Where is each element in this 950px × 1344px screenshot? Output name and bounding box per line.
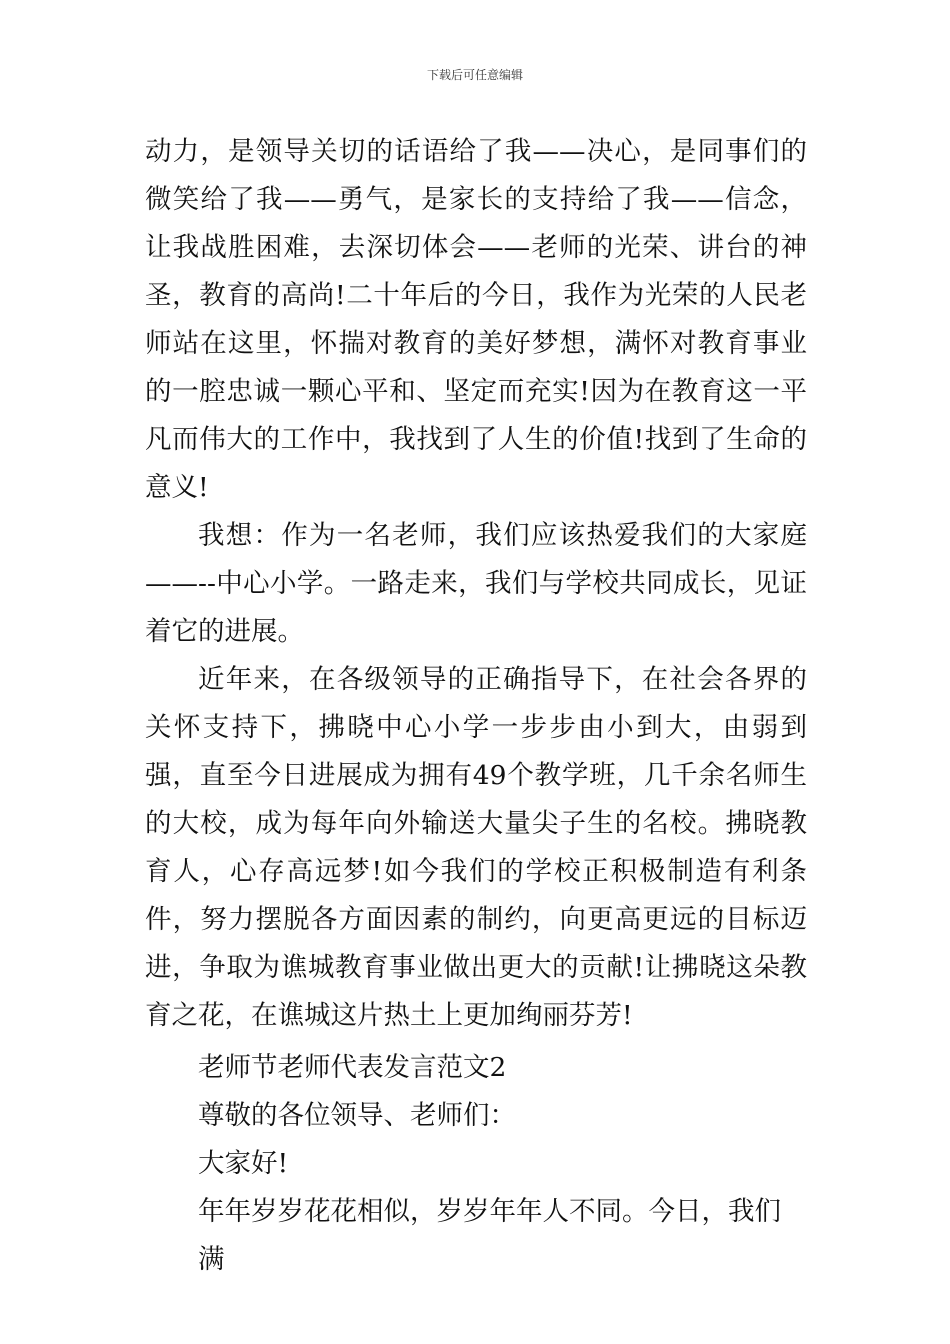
- section-2: [145, 1044, 807, 1284]
- document-body: [145, 128, 807, 1284]
- page-header-note: 下载后可任意编辑: [426, 68, 523, 82]
- paragraph-1: 动力，是领导关切的话语给了我——决心，是同事们的微笑给了我——勇气，是家长的支持给了我——信念，让我战胜困难，去深切体会——老师的光荣、讲台的神圣，教育的高尚!二十年后的今日，我作为光荣的人民老师站在这里，怀揣对教育的美好梦想，满怀对教育事业的一腔忠诚一颗心平和、坚定而充实!因为在教育这一平凡而伟大的工作中，我找到了人生的价值!找到了生命的意义!: [145, 136, 807, 503]
- section-title: 老师节老师代表发言范文2: [198, 1052, 507, 1083]
- paragraph-2: 我想：作为一名老师，我们应该热爱我们的大家庭——--中心小学。一路走来，我们与学校共同成长，见证着它的进展。: [145, 520, 807, 647]
- paragraph-3: 近年来，在各级领导的正确指导下，在社会各界的关怀支持下，拂晓中心小学一步步由小到大，由弱到强，直至今日进展成为拥有49个教学班，几千余名师生的大校，成为每年向外输送大量尖子生的名校。拂晓教育人，心存高远梦!如今我们的学校正积极制造有利条件，努力摆脱各方面因素的制约，向更高更远的目标迈进，争取为谯城教育事业做出更大的贡献!让拂晓这朵教育之花，在谯城这片热土上更加绚丽芬芳!: [145, 664, 807, 1031]
- greeting: 大家好!: [198, 1148, 289, 1179]
- opening-line: 年年岁岁花花相似，岁岁年年人不同。今日，我们满: [198, 1196, 781, 1275]
- salutation: 尊敬的各位领导、老师们：: [198, 1100, 516, 1131]
